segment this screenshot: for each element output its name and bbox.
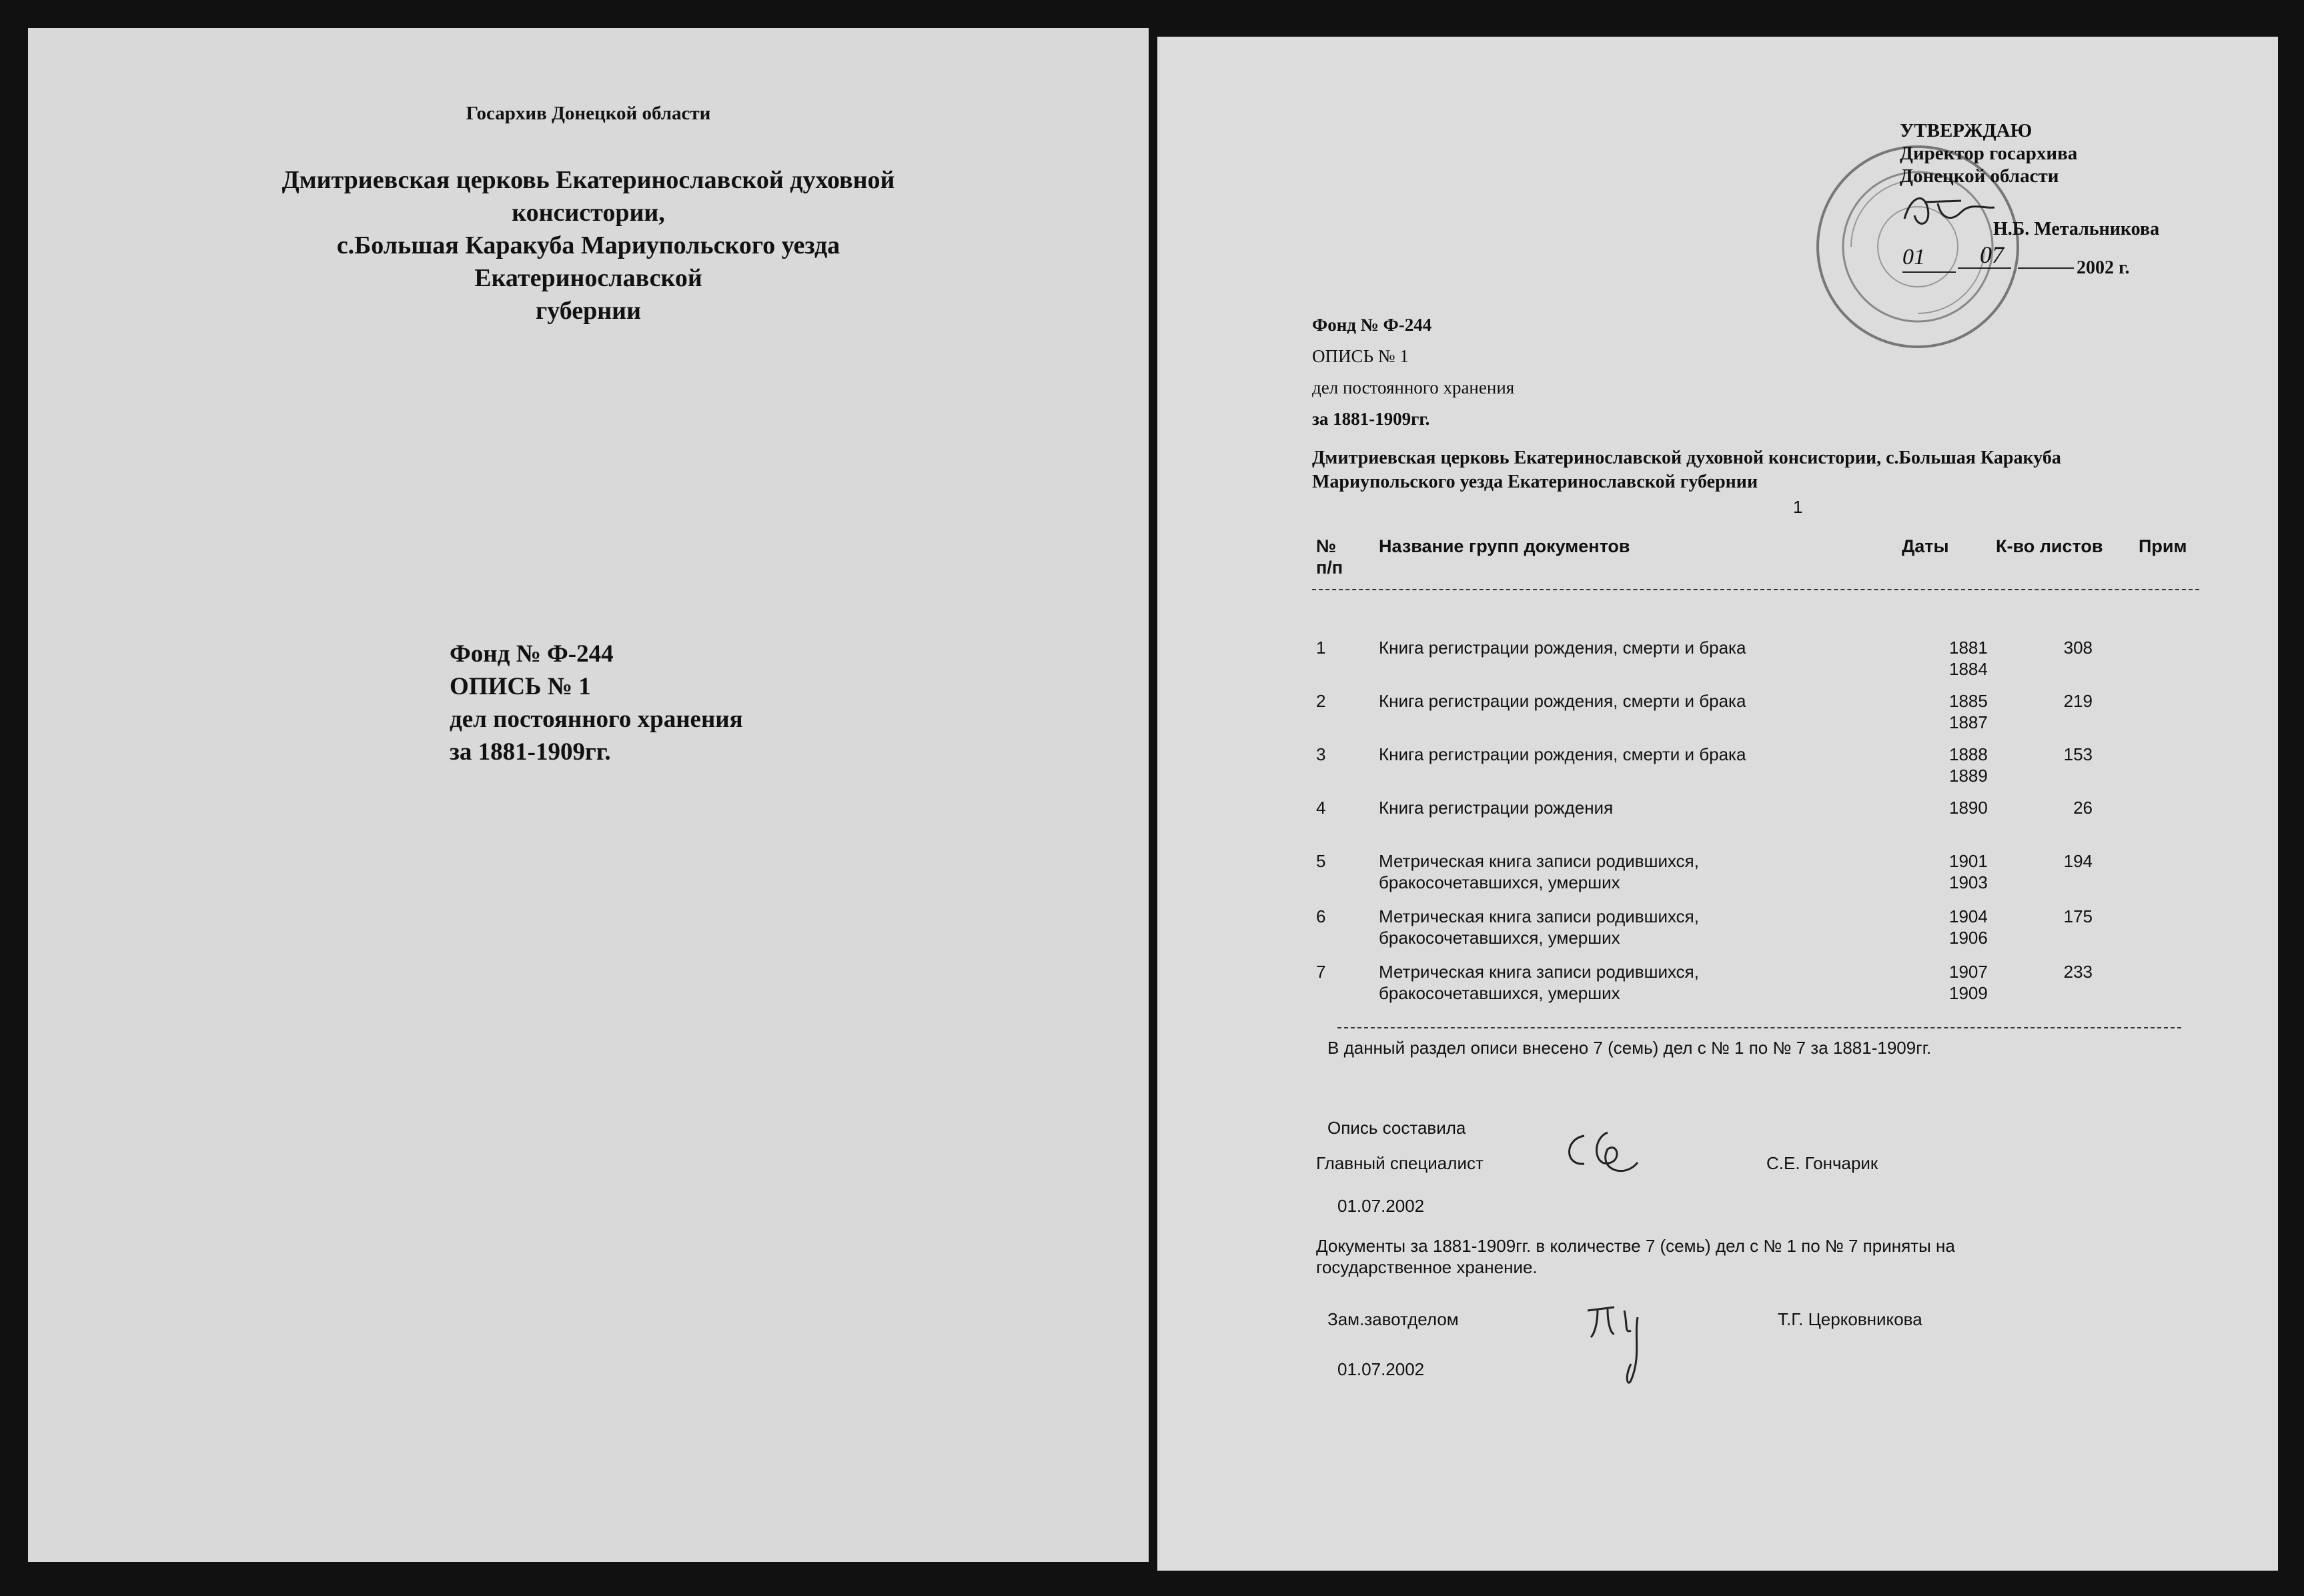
fund-title-line: Дмитриевская церковь Екатеринославской духовной консистории, [281,166,895,227]
inventory-number: ОПИСЬ № 1 [1312,346,1409,366]
row-dates: 1888 1889 [1949,744,1988,786]
acceptor-name: Т.Г. Церковникова [1778,1309,1922,1329]
approval-day: 01 [1902,245,1956,273]
compiler-name: С.Е. Гончарик [1766,1153,1878,1173]
table-row: 5 Метрическая книга записи родившихся, бракосочетавшихся, умерших 1901 1903 194 [1316,851,2093,892]
table-row: 6 Метрическая книга записи родившихся, бракосочетавшихся, умерших 1904 1906 175 [1316,906,2093,948]
signature-line [2018,267,2074,269]
director-signature [1898,189,1998,235]
table-row: 4 Книга регистрации рождения 1890 26 [1316,798,2093,818]
col-header-dates: Даты [1902,536,1949,556]
acceptance-position: Зам.завотделом [1327,1309,1459,1329]
storage-type: дел постоянного хранения [1312,377,1515,397]
row-dates: 1901 1903 [1949,851,1988,892]
page-number: 1 [1793,497,1803,517]
fund-title-line: губернии [536,297,641,325]
row-dates: 1907 1909 [1949,962,1988,1003]
col-header-note: Прим [2139,536,2187,556]
fund-title [228,164,949,327]
header-divider [1312,589,2199,590]
fund-info-block [450,638,743,768]
approval-block [1900,119,2077,187]
table-row: 2 Книга регистрации рождения, смерти и брака 1885 1887 219 [1316,691,2093,732]
date-range: за 1881-1909гг. [1312,409,1430,429]
fund-info-block [1312,309,1514,435]
storage-type: дел постоянного хранения [450,706,743,733]
inventory-number: ОПИСЬ № 1 [450,673,591,700]
compiler-position: Главный специалист [1316,1153,1484,1173]
acceptance-text: Документы за 1881-1909гг. в количестве 7 (семь) дел с № 1 по № 7 приняты на государственное хранение. [1316,1236,1955,1277]
compiler-signature [1558,1122,1658,1196]
summary-note: В данный раздел описи внесено 7 (семь) дел с № 1 по № 7 за 1881-1909гг. [1327,1038,1932,1058]
date-range: за 1881-1909гг. [450,738,611,766]
acceptance-date: 01.07.2002 [1337,1359,1425,1379]
compiler-date: 01.07.2002 [1337,1196,1425,1216]
table-row: 1 Книга регистрации рождения, смерти и брака 1881 1884 308 [1316,638,2093,679]
row-dates: 1904 1906 [1949,906,1988,948]
fund-title-line: Дмитриевская церковь Екатеринославской духовной консистории, с.Большая Каракуба [1312,448,2061,468]
col-header-title: Название групп документов [1379,536,1630,556]
col-header-number: № п/п [1316,536,1343,578]
row-dates: 1890 [1949,798,1988,818]
fund-title [1312,446,2246,494]
approval-heading: УТВЕРЖДАЮ [1900,120,2033,141]
acceptor-signature [1578,1297,1664,1397]
table-row: 7 Метрическая книга записи родившихся, бракосочетавшихся, умерших 1907 1909 233 [1316,962,2093,1003]
fund-number: Фонд № Ф-244 [450,640,614,668]
approval-position: Донецкой области [1900,165,2059,187]
col-header-sheets: К-во листов [1996,536,2103,556]
title-page [28,28,1149,1562]
fund-number: Фонд № Ф-244 [1312,315,1432,335]
fund-title-line: с.Большая Каракуба Мариупольского уезда Екатеринославской [336,231,840,292]
row-dates: 1881 1884 [1949,638,1988,679]
approval-month: 07 [1980,241,2004,268]
table-row: 3 Книга регистрации рождения, смерти и брака 1888 1889 153 [1316,744,2093,786]
director-name: Н.Б. Метальникова [1993,219,2160,239]
approval-position: Директор госархива [1900,143,2078,164]
row-dates: 1885 1887 [1949,691,1988,732]
fund-title-line: Мариупольского уезда Екатеринославской губернии [1312,472,1758,492]
approval-year: 2002 г. [2077,257,2130,278]
compiler-label: Опись составила [1327,1118,1466,1138]
table-end-divider [1337,1027,2181,1028]
inventory-page [1157,37,2278,1571]
archive-name: Госархив Донецкой области [466,103,711,124]
